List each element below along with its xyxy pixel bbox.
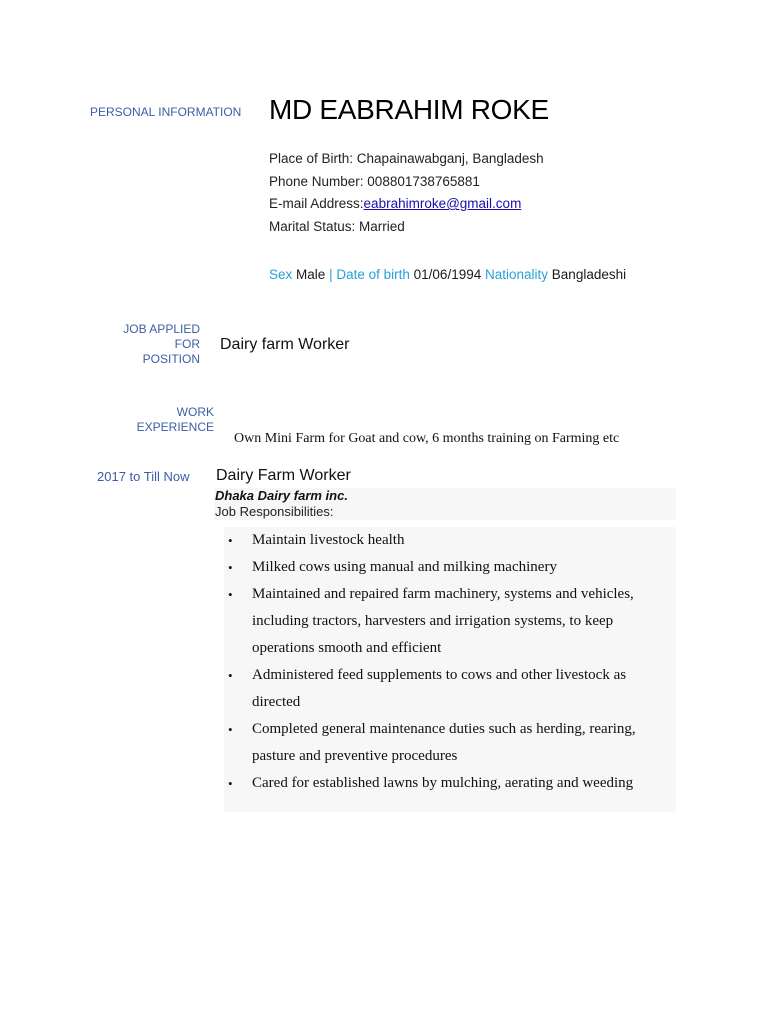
job-applied-label-line3: POSITION: [142, 352, 200, 366]
place-of-birth: Place of Birth: Chapainawabganj, Bangladesh: [269, 151, 544, 166]
email-label: E-mail Address:: [269, 196, 364, 211]
list-item: [224, 662, 654, 716]
responsibility-text: Administered feed supplements to cows and other livestock as directed: [252, 667, 627, 710]
sex-label: Sex: [269, 267, 293, 282]
email-line: [269, 193, 544, 216]
responsibility-text: Milked cows using manual and milking machinery: [252, 559, 557, 575]
candidate-name: MD EABRAHIM ROKE: [269, 94, 549, 125]
bullet-icon: •: [228, 560, 233, 575]
dob-value: 01/06/1994: [413, 267, 482, 282]
responsibilities-list: [224, 527, 654, 797]
entry-job-title: Dairy Farm Worker: [216, 467, 351, 484]
responsibilities-label: Job Responsibilities:: [215, 504, 334, 519]
company-name: Dhaka Dairy farm inc.: [215, 488, 348, 503]
bullet-icon: •: [228, 587, 233, 602]
job-applied-label: [123, 322, 200, 367]
responsibility-text: Completed general maintenance duties such as herding, rearing, pasture and preventive procedures: [252, 721, 636, 764]
job-applied-label-line2: FOR: [174, 337, 200, 351]
personal-information-label: PERSONAL INFORMATION: [90, 105, 242, 119]
bullet-icon: •: [228, 668, 233, 683]
experience-summary: Own Mini Farm for Goat and cow, 6 months training on Farming etc: [234, 431, 620, 446]
job-applied-label-line1: JOB APPLIED: [123, 322, 200, 336]
nationality-label: Nationality: [485, 267, 549, 282]
marital-status: Marital Status: Married: [269, 218, 405, 234]
list-item: [224, 770, 654, 797]
bullet-icon: •: [228, 776, 233, 791]
responsibilities-block: [224, 527, 676, 812]
work-experience-label-line2: EXPERIENCE: [136, 420, 214, 434]
responsibility-text: Maintained and repaired farm machinery, systems and vehicles, including tractors, harvesters and irrigation systems, to keep operations smooth and efficient: [252, 586, 634, 656]
nationality-value: Bangladeshi: [551, 267, 627, 282]
personal-details: [269, 148, 544, 238]
responsibility-text: Cared for established lawns by mulching, aerating and weeding: [252, 775, 634, 791]
company-header-block: [214, 488, 676, 520]
dob-label: Date of birth: [336, 267, 410, 282]
bullet-icon: •: [228, 533, 233, 548]
list-item: [224, 716, 654, 770]
bullet-icon: •: [228, 722, 233, 737]
separator: |: [329, 267, 333, 282]
personal-summary-line: [269, 267, 626, 282]
list-item: [224, 527, 654, 554]
work-experience-label-line1: WORK: [176, 405, 214, 419]
work-experience-label: [137, 405, 214, 435]
sex-value: Male: [296, 267, 326, 282]
list-item: [224, 581, 654, 662]
responsibility-text: Maintain livestock health: [252, 532, 405, 548]
email-link[interactable]: eabrahimroke@gmail.com: [363, 196, 522, 211]
phone-number: Phone Number: 008801738765881: [269, 173, 480, 189]
list-item: [224, 554, 654, 581]
applied-position: Dairy farm Worker: [220, 336, 350, 353]
entry-period: 2017 to Till Now: [97, 469, 190, 484]
